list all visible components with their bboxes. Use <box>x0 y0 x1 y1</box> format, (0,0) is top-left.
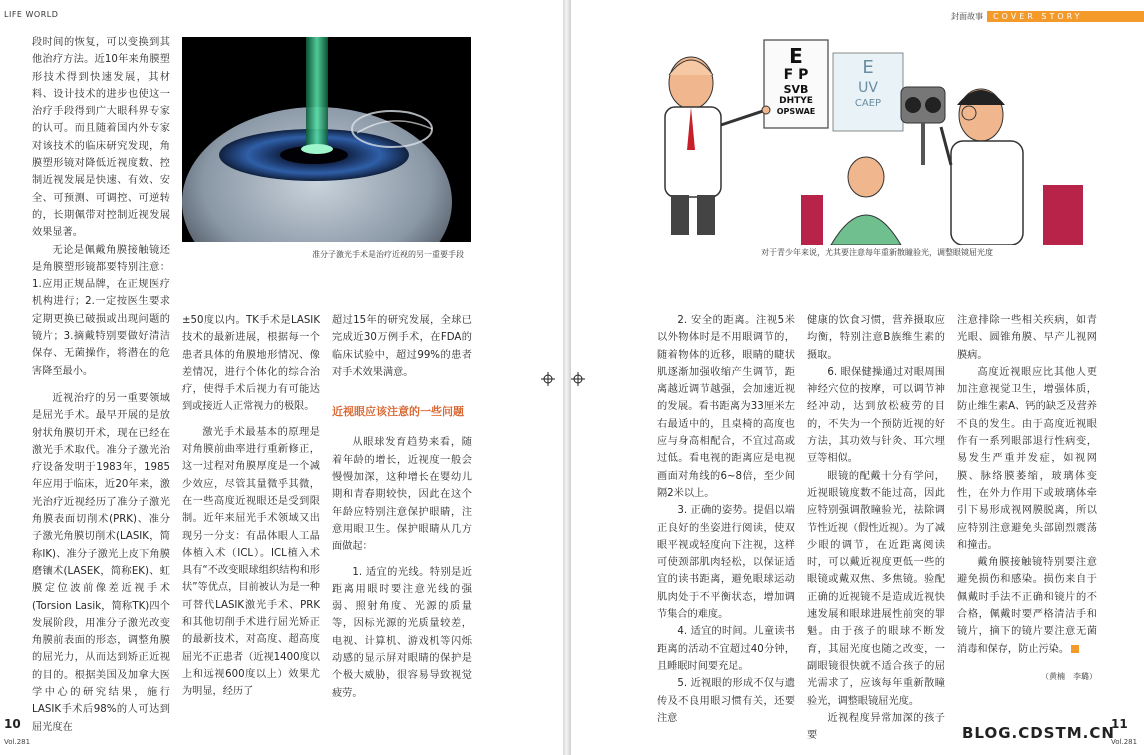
paragraph: 注意排除一些相关疾病，如青光眼、圆锥角膜、早产儿视网膜病。 <box>957 315 1097 361</box>
paragraph: 高度近视眼应比其他人更加注意视觉卫生，增强体质，防止维生素A、钙的缺乏及营养不良的发生。由于高度近视眼作有一系列眼部退行性病变，易发生严重并发症，如视网膜、脉络膜萎缩，玻璃体变性，在外力作用下或玻璃体牵引下易形成视网膜脱离，所以应特别注意避免头部剧烈震荡和撞击。 <box>957 366 1097 551</box>
magazine-header: LIFE WORLD <box>4 10 59 19</box>
chart-letter-row: OPSWAE <box>776 107 816 116</box>
left-column-1 <box>32 34 170 736</box>
right-column-3 <box>957 312 1097 658</box>
left-page <box>0 0 563 755</box>
right-column-1 <box>657 312 795 727</box>
end-mark-icon <box>1071 645 1079 653</box>
paragraph: 2. 安全的距离。注视5米以外物体时是不用眼调节的，随着物体的近移，眼睛的睫状肌逐渐加强收缩产生调节，距离越近调节越强，会加速近视的发展。看书距离为33厘米左右最适中的，且桌椅的高度也应与身高相配合，不宜过高或过低。看电视的距离应是电视画面对角线的6~8倍，至少间隔2米以上。 <box>657 315 795 499</box>
eye-chart-2-letters <box>833 57 903 111</box>
section-heading: 近视眼应该注意的一些问题 <box>332 405 464 419</box>
chart-letter-row: SVB <box>783 83 809 96</box>
paragraph: 4. 适宜的时间。儿童读书距离的活动不宜超过40分钟，且睡眠时间要充足。 <box>657 626 795 672</box>
paragraph: 激光手术最基本的原理是对角膜前曲率进行重新修正，这一过程对角膜厚度是一个减少效应，尽管其量微乎其微，在一些高度近视眼还是受到限制。近年来屈光手术领域又出现另一分支：有晶体眼人工晶体植入术（ICL）。ICL植入术具有“不改变眼球组织结构和形状”等优点，目前被认为是一种可替代LASIK激光手术、PRK和其他切削手术进行屈光矫正的最新技术，对高度、超高度屈光不正患者（近视1400度以上和远视600度以上）效果尤为明显，经历了 <box>182 426 320 698</box>
registration-mark-icon <box>541 372 555 386</box>
paragraph: 无论是佩戴角膜接触镜还是角膜塑形镜都要特别注意：1.应用正规品牌，在正规医疗机构进行；2.一定按医生要求定期更换已破损或出现问题的镜片；3.摘戴特别要做好清洁保存、无菌操作，将潜在的危害降至最小。 <box>32 244 170 377</box>
blog-watermark: BLOG.CDSTM.CN <box>962 724 1115 742</box>
book-spine <box>563 0 571 755</box>
right-column-2 <box>807 312 945 744</box>
paragraph <box>957 554 1097 658</box>
paragraph-text: 戴角膜接触镜特别要注意避免损伤和感染。损伤来自于佩戴时手法不正确和镜片的不合格，佩戴时要严格清洁手和镜片，摘下的镜片要注意无菌消毒和保存，防止污染。 <box>957 557 1097 655</box>
page-number: 10 <box>4 717 21 731</box>
chart-letter-row: E <box>862 57 874 78</box>
left-column-2 <box>182 312 320 701</box>
laser-eye-photo <box>182 37 471 242</box>
paragraph: 近视治疗的另一重要领域是屈光手术。最早开展的是放射状角膜切开术，现在已经在激光手术取代。准分子激光治疗设备发明于1983年，1985年应用于临床，近20年来，激光治疗近视经历了准分子激光角膜表面切削术(PRK)、准分子激光角膜切削术(LASIK，简称IK)、准分子激光上皮下角膜磨镶术(LASEK，简称EK)、虹膜定位波前像差近视手术(Torsion Lasik，简称TK)四个发展阶段，用准分子激光改变角膜前表面的形态，调整角膜的屈光力，从而达到矫正近视的目的。根据美国及加拿大医学中心的研究结果，施行LASIK手术后98%的人可达到屈光度在 <box>32 392 170 733</box>
paragraph: 超过15年的研究发展，全球已完成近30万例手术，在FDA的临床试验中，超过99%的患者对手术效果满意。 <box>332 315 472 378</box>
paragraph: 5. 近视眼的形成不仅与遗传及不良用眼习惯有关，还要注意 <box>657 678 795 724</box>
registration-mark-icon <box>571 372 585 386</box>
paragraph: 健康的饮食习惯，营养摄取应均衡，特别注意B族维生素的摄取。 <box>807 315 945 361</box>
chart-letter-row: F P <box>783 67 809 83</box>
page-number: 11 <box>1111 717 1128 731</box>
paragraph: 眼镜的配戴十分有学问，近视眼镜度数不能过高，因此应特别强调散瞳验光，祛除调节性近视（假性近视）。为了减少眼的调节，在近距离阅读时，可以戴近视度更低一些的眼镜或戴双焦、多焦镜。验配正确的近视镜不是造成近视快速发展和眼球进展性前突的罪魁。由于孩子的眼球不断发育，其屈光度也随之改变，一副眼镜很快就不适合孩子的屈光需求了，应该每年重新散瞳验光，调整眼镜屈光度。 <box>807 470 945 707</box>
section-tag: 封面故事 <box>951 12 983 21</box>
paragraph: 从眼球发育趋势来看，随着年龄的增长，近视度一般会慢慢加深，这种增长在婴幼儿期和青春期较快，因此在这个年龄应特别注意保护眼睛，注意用眼卫生。保护眼睛从几方面做起： <box>332 437 472 553</box>
right-photo-caption: 对于青少年来说，尤其要注意每年重新散瞳验光，调整眼镜屈光度 <box>761 248 993 257</box>
author-credit: （黄楠 李璐） <box>1041 672 1097 681</box>
volume-label: Vol.281 <box>4 738 31 746</box>
paragraph: 3. 正确的姿势。提倡以端正良好的坐姿进行阅读，使双眼平视或轻度向下注视，这样可使颈部肌肉轻松，以保证适宜的读书距离，避免眼球运动肌肉处于不平衡状态，增加调节集合的难度。 <box>657 505 795 621</box>
eye-exam-illustration <box>651 35 1091 245</box>
chart-letter-row: CAEP <box>854 98 882 109</box>
paragraph: 6. 眼保健操通过对眼周围神经穴位的按摩，可以调节神经冲动，达到放松疲劳的目的，不失为一个预防近视的好方法，其功效与针灸、耳穴埋豆等相似。 <box>807 366 945 465</box>
left-photo-caption: 准分子激光手术是治疗近视的另一重要手段 <box>312 250 464 259</box>
volume-label: Vol.281 <box>1111 738 1138 746</box>
right-page <box>571 0 1144 755</box>
eye-chart-letters <box>764 45 828 117</box>
chart-letter-row: UV <box>858 80 878 96</box>
laser-eye-illustration <box>182 37 471 242</box>
paragraph: 段时间的恢复，可以变换到其他治疗方法。近10年来角膜塑形技术得到快速发展，其材料、设计技术的进步也使这一治疗手段得到广大眼科界专家的认可。而且随着国内外专家对该技术的临床研究发现，角膜塑形镜对降低近视度数、控制近视发展是快速、有效、安全、可预测、可调控、可逆转的，长期佩带对控制近视发展效果显著。 <box>32 37 170 239</box>
left-column-3 <box>332 312 472 702</box>
paragraph: 近视程度异常加深的孩子要 <box>807 712 945 742</box>
paragraph: ±50度以内。TK手术是LASIK技术的最新进展，根据每一个患者具体的角膜地形情况、像差情况，进行个体化的综合治疗，使得手术后视力有可能达到或接近人正常视力的极限。 <box>182 315 320 413</box>
chart-letter-row: DHTYE <box>779 96 813 106</box>
chart-letter-row: E <box>789 44 803 68</box>
paragraph: 1. 适宜的光线。特别是近距离用眼时要注意光线的强弱、照射角度、光源的质量等，因标光源的光质量较差，电视、计算机、游戏机等闪烁动感的显示屏对眼睛的保护是个极大威胁，很容易导致视觉疲劳。 <box>332 566 472 699</box>
cover-story-bar: COVER STORY <box>987 11 1144 22</box>
